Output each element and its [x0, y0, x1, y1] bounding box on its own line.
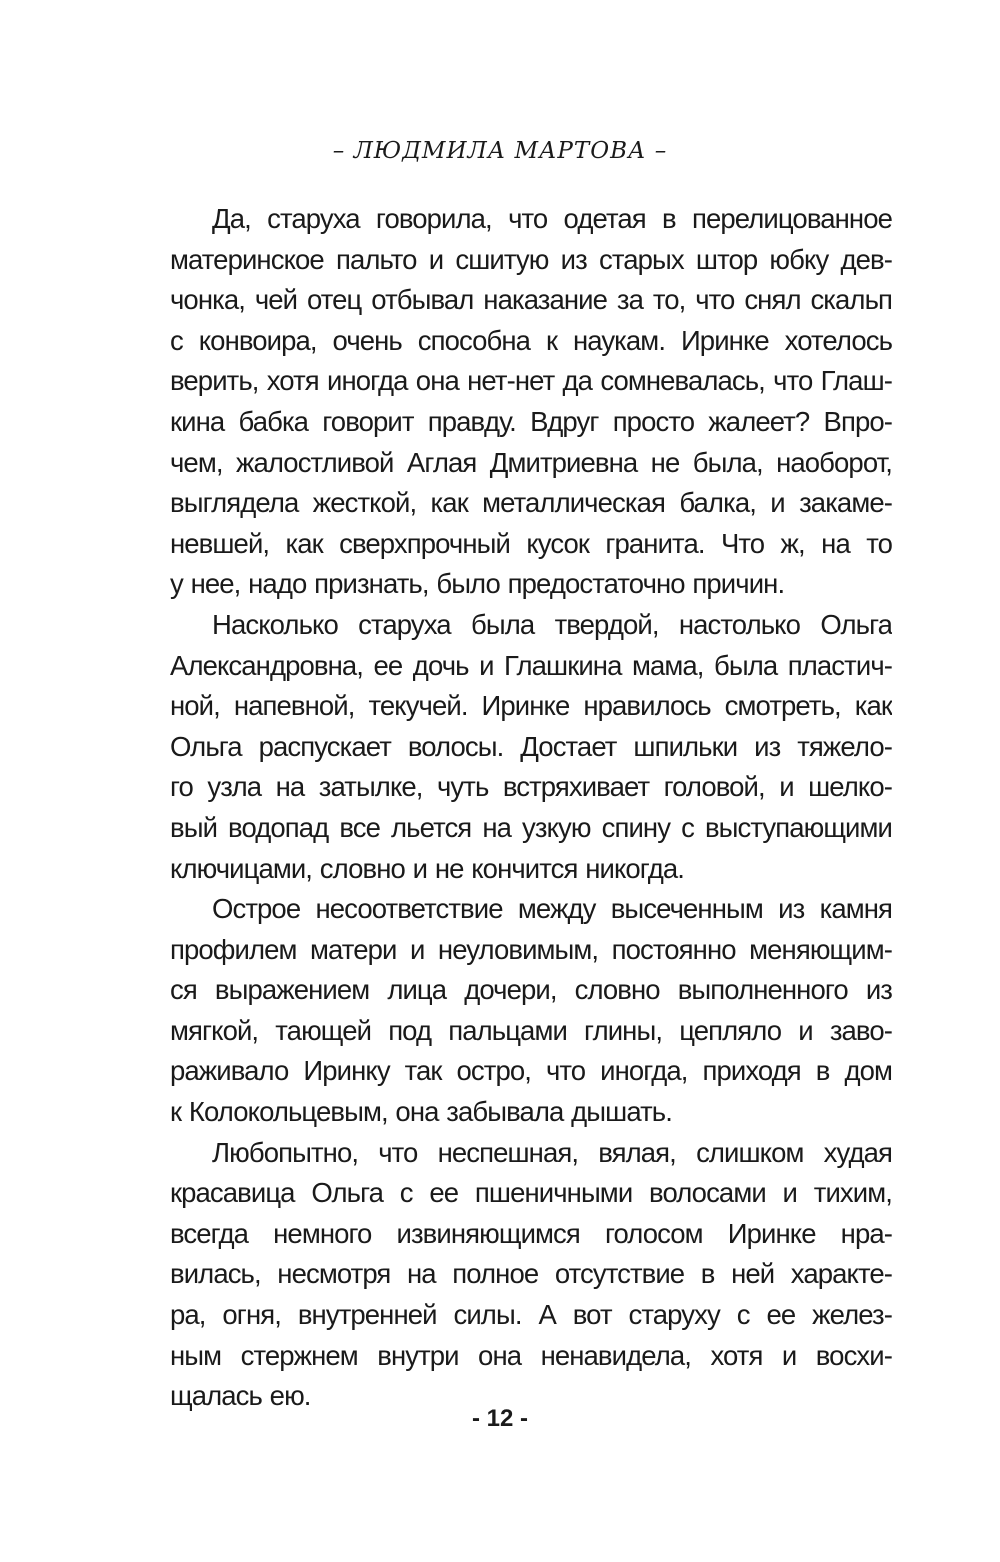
text-line: красавица Ольга с ее пшеничными волосами и тихим, — [170, 1177, 892, 1209]
text-line: ключицами, словно и не кончится никогда. — [170, 852, 684, 884]
text-line: Острое несоответствие между высеченным из камня — [212, 893, 892, 925]
body-text — [170, 199, 892, 1417]
text-line: профилем матери и неуловимым, постоянно меняющим- — [170, 933, 892, 965]
text-line: материнское пальто и сшитую из старых штор юбку дев- — [170, 243, 892, 275]
text-line: го узла на затылке, чуть встряхивает головой, и шелко- — [170, 771, 892, 803]
text-line: к Колокольцевым, она забывала дышать. — [170, 1096, 672, 1128]
text-line: ным стержнем внутри она ненавидела, хотя и восхи- — [170, 1339, 892, 1371]
paragraph-3 — [170, 889, 892, 1133]
text-line: верить, хотя иногда она нет-нет да сомневалась, что Глаш- — [170, 365, 892, 397]
page-number: - 12 - — [471, 1405, 528, 1432]
text-line: Ольга распускает волосы. Достает шпильки из тяжело- — [170, 730, 892, 762]
text-line: ной, напевной, текучей. Иринке нравилось смотреть, как — [170, 690, 892, 722]
paragraph-1 — [170, 199, 892, 605]
text-line: вый водопад все льется на узкую спину с выступающими — [170, 811, 892, 843]
text-line: у нее, надо признать, было предостаточно причин. — [170, 568, 785, 600]
text-line: чонка, чей отец отбывал наказание за то, что снял скальп — [170, 284, 892, 316]
text-line: раживало Иринку так остро, что иногда, приходя в дом — [170, 1055, 892, 1087]
text-line: ра, огня, внутренней силы. А вот старуху с ее желез- — [170, 1299, 892, 1331]
text-line: кина бабка говорит правду. Вдруг просто жалеет? Впро- — [170, 405, 892, 437]
paragraph-2 — [170, 605, 892, 889]
paragraph-4 — [170, 1133, 892, 1417]
text-line: вилась, несмотря на полное отсутствие в ней характе- — [170, 1258, 892, 1290]
text-line: мягкой, тающей под пальцами глины, цепляло и заво- — [170, 1014, 892, 1046]
text-line: чем, жалостливой Аглая Дмитриевна не была, наоборот, — [170, 446, 892, 478]
text-line: ся выражением лица дочери, словно выполненного из — [170, 974, 892, 1006]
text-line: с конвоира, очень способна к наукам. Иринке хотелось — [170, 324, 892, 356]
text-line: щалась ею. — [170, 1380, 311, 1412]
text-line: Насколько старуха была твердой, настолько Ольга — [212, 608, 892, 640]
text-line: Любопытно, что неспешная, вялая, слишком худая — [212, 1136, 892, 1168]
text-line: Александровна, ее дочь и Глашкина мама, была пластич- — [170, 649, 892, 681]
text-line: выглядела жесткой, как металлическая балка, и закаме- — [170, 487, 892, 519]
text-line: всегда немного извиняющимся голосом Иринке нра- — [170, 1217, 892, 1249]
text-line: невшей, как сверхпрочный кусок гранита. Что ж, на то — [170, 527, 892, 559]
running-head-author: – ЛЮДМИЛА МАРТОВА – — [332, 138, 668, 164]
text-line: Да, старуха говорила, что одетая в перелицованное — [212, 203, 892, 234]
